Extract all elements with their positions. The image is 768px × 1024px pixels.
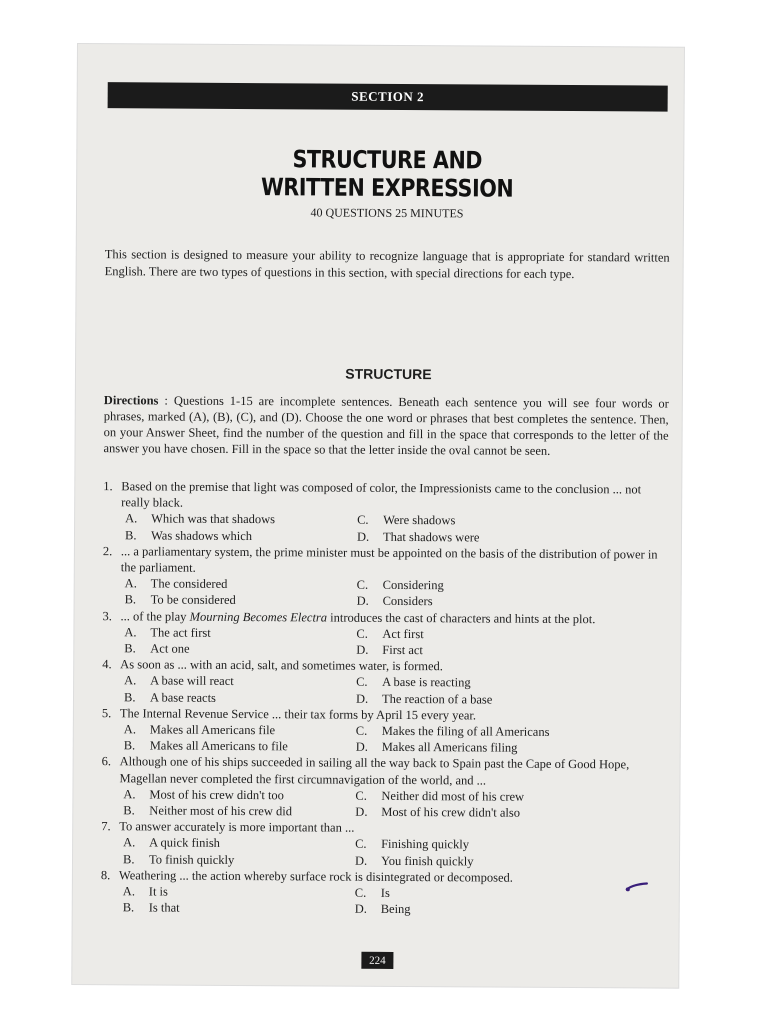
intro-paragraph: This section is designed to measure your ability to recognize language that is appropriate for standard written English. There are two types of questions in this section, with special directions for each type. (104, 247, 670, 282)
question-text: Weathering ... the action whereby surface rock is disintegrated or decomposed. (118, 868, 513, 885)
option-letter: B. (122, 851, 135, 867)
question-number: 1. (103, 479, 113, 494)
answer-option (125, 527, 357, 545)
question-item (101, 867, 669, 919)
option-letter: A. (124, 625, 137, 640)
option-text: Most of his crew didn't also (381, 804, 521, 820)
option-text: You finish quickly (380, 853, 474, 869)
option-text: Neither most of his crew did (149, 803, 293, 819)
question-number: 4. (102, 657, 112, 672)
option-text: Act one (150, 641, 190, 656)
structure-heading: STRUCTURE (345, 365, 432, 383)
question-text: Based on the premise that light was composed of color, the Impressionists came to the conclusion ... not really black. (121, 479, 642, 510)
option-letter: D. (356, 529, 370, 544)
option-text: A base reacts (149, 690, 217, 705)
option-text: Most of his crew didn't too (149, 787, 285, 803)
option-text: Makes all Americans file (149, 722, 276, 738)
question-number: 2. (102, 543, 113, 559)
answer-option (123, 786, 355, 804)
option-letter: D. (354, 853, 368, 868)
question-text: ... of the play Mourning Becomes Electra introduces the cast of characters and hints at the plot. (120, 608, 596, 626)
question-stem (103, 543, 671, 579)
question-text: As soon as ... with an acid, salt, and sometimes water, is formed. (120, 657, 443, 674)
option-text: Which was that shadows (151, 511, 276, 527)
option-letter: D. (354, 901, 367, 917)
answer-options (123, 883, 669, 919)
option-letter: D. (355, 739, 368, 755)
answer-option (124, 624, 356, 642)
question-number: 3. (102, 608, 112, 623)
answer-option (357, 593, 657, 611)
answer-option (125, 592, 357, 610)
directions-paragraph (103, 392, 668, 459)
option-text: Is (380, 885, 390, 900)
option-text: Were shadows (383, 513, 456, 528)
option-letter: B. (123, 803, 135, 818)
option-letter: C. (355, 837, 367, 852)
option-text: To be considered (150, 592, 236, 608)
question-text: To answer accurately is more important than ... (119, 819, 355, 835)
question-number: 5. (101, 706, 112, 721)
option-text: The considered (150, 576, 228, 592)
option-letter: D. (355, 804, 368, 819)
answer-option (355, 836, 655, 854)
answer-option (123, 851, 355, 869)
question-text: Although one of his ships succeeded in sailing all the way back to Spain past the Cape of Good Hope, Magellan never completed the first circumnavigation of the world, and ... (119, 754, 630, 788)
option-text: That shadows were (382, 529, 480, 545)
answer-option (124, 738, 356, 756)
answer-option (355, 852, 655, 870)
option-letter: A. (125, 511, 138, 526)
answer-options (125, 576, 671, 612)
directions-text: : Questions 1-15 are incomplete sentences. Beneath each sentence you will see four words or phrases, marked (A), (B), (C), and (D). Choose the one word or phrases that best completes the sentence. Then, on your Answer Sheet, find the number of the question and fill in the space that corresponds to the letter of the answer you have chosen. Fill in the space so that the letter inside the oval cannot be seen. (103, 393, 669, 458)
option-letter: D. (356, 642, 369, 657)
question-item (103, 478, 671, 546)
option-text: It is (148, 884, 168, 899)
option-text: A base is reacting (382, 675, 471, 690)
page-subtitle: 40 QUESTIONS 25 MINUTES (310, 205, 464, 221)
page-number: 224 (361, 952, 393, 969)
option-text: To finish quickly (148, 852, 235, 867)
answer-options (123, 835, 669, 871)
answer-option (356, 690, 656, 708)
option-text: Was shadows which (150, 528, 253, 543)
option-text: A base will react (150, 673, 234, 689)
option-letter: D. (356, 594, 369, 609)
answer-option (124, 689, 356, 707)
answer-option (355, 885, 655, 903)
option-letter: B. (124, 527, 137, 542)
question-item (102, 705, 670, 757)
option-text: The reaction of a base (381, 691, 493, 707)
answer-option (356, 626, 656, 644)
answer-option (124, 640, 356, 658)
answer-options (124, 673, 670, 709)
question-stem (101, 754, 669, 790)
answer-option (125, 576, 357, 594)
question-item (102, 656, 670, 708)
answer-option (356, 739, 656, 757)
option-text: Neither did most of his crew (381, 788, 525, 804)
question-item (101, 754, 669, 822)
option-letter: C. (357, 513, 369, 528)
directions-label: Directions (103, 393, 159, 408)
option-text: Act first (382, 626, 424, 641)
answer-option (355, 804, 655, 822)
option-text: First act (382, 642, 423, 658)
option-text: Finishing quickly (381, 837, 470, 852)
answer-option (357, 577, 657, 595)
option-letter: B. (122, 900, 135, 915)
option-text: Considers (382, 594, 433, 609)
answer-option (124, 721, 356, 739)
question-stem (103, 478, 671, 514)
option-letter: C. (356, 577, 369, 593)
option-letter: C. (356, 626, 368, 641)
option-text: A quick finish (149, 835, 221, 851)
page-title-line-1: STRUCTURE AND (292, 145, 483, 175)
answer-option (123, 835, 355, 853)
option-letter: A. (122, 884, 136, 899)
option-text: Considering (382, 578, 444, 593)
book-page (72, 44, 684, 988)
option-letter: C. (356, 675, 368, 690)
page-title-line-2: WRITTEN EXPRESSION (260, 173, 514, 203)
answer-options (124, 624, 670, 660)
answer-options (123, 786, 669, 822)
question-list (101, 478, 672, 919)
option-text: The act first (150, 625, 211, 640)
answer-option (123, 802, 355, 820)
answer-option (123, 883, 355, 901)
answer-options (124, 721, 670, 757)
option-letter: B. (123, 738, 136, 753)
answer-option (125, 511, 357, 529)
section-label: SECTION 2 (351, 88, 425, 105)
answer-options (125, 511, 671, 547)
answer-option (124, 673, 356, 691)
option-text: Makes all Americans filing (381, 740, 518, 755)
option-text: Makes all Americans to file (149, 738, 288, 754)
answer-option (355, 788, 655, 806)
option-letter: B. (124, 641, 136, 656)
option-letter: A. (124, 673, 137, 688)
question-item (102, 608, 670, 660)
option-letter: D. (355, 691, 369, 706)
option-letter: A. (123, 787, 136, 802)
answer-option (123, 900, 355, 918)
answer-option (357, 528, 657, 546)
option-text: Makes the filing of all Americans (381, 723, 550, 739)
option-letter: C. (355, 723, 368, 738)
answer-option (356, 723, 656, 741)
section-header (108, 82, 668, 111)
question-item (103, 543, 671, 611)
option-letter: A. (123, 722, 137, 737)
answer-option (356, 642, 656, 660)
question-number: 6. (101, 754, 112, 769)
option-letter: C. (355, 788, 367, 803)
answer-option (355, 901, 655, 919)
answer-option (357, 512, 657, 530)
option-text: Is that (148, 900, 180, 915)
question-item (101, 818, 669, 870)
option-letter: A. (124, 576, 137, 591)
question-number: 8. (100, 868, 111, 883)
option-letter: A. (123, 835, 136, 850)
question-text: ... a parliamentary system, the prime minister must be appointed on the basis of the distribution of power in the parliament. (120, 544, 658, 575)
option-text: Being (380, 902, 411, 917)
question-number: 7. (101, 819, 111, 834)
option-letter: C. (354, 885, 367, 900)
pen-mark-icon (625, 881, 649, 891)
answer-option (356, 674, 656, 692)
option-letter: B. (123, 689, 136, 705)
option-letter: B. (124, 592, 137, 607)
question-text: The Internal Revenue Service ... their tax forms by April 15 every year. (119, 706, 477, 723)
